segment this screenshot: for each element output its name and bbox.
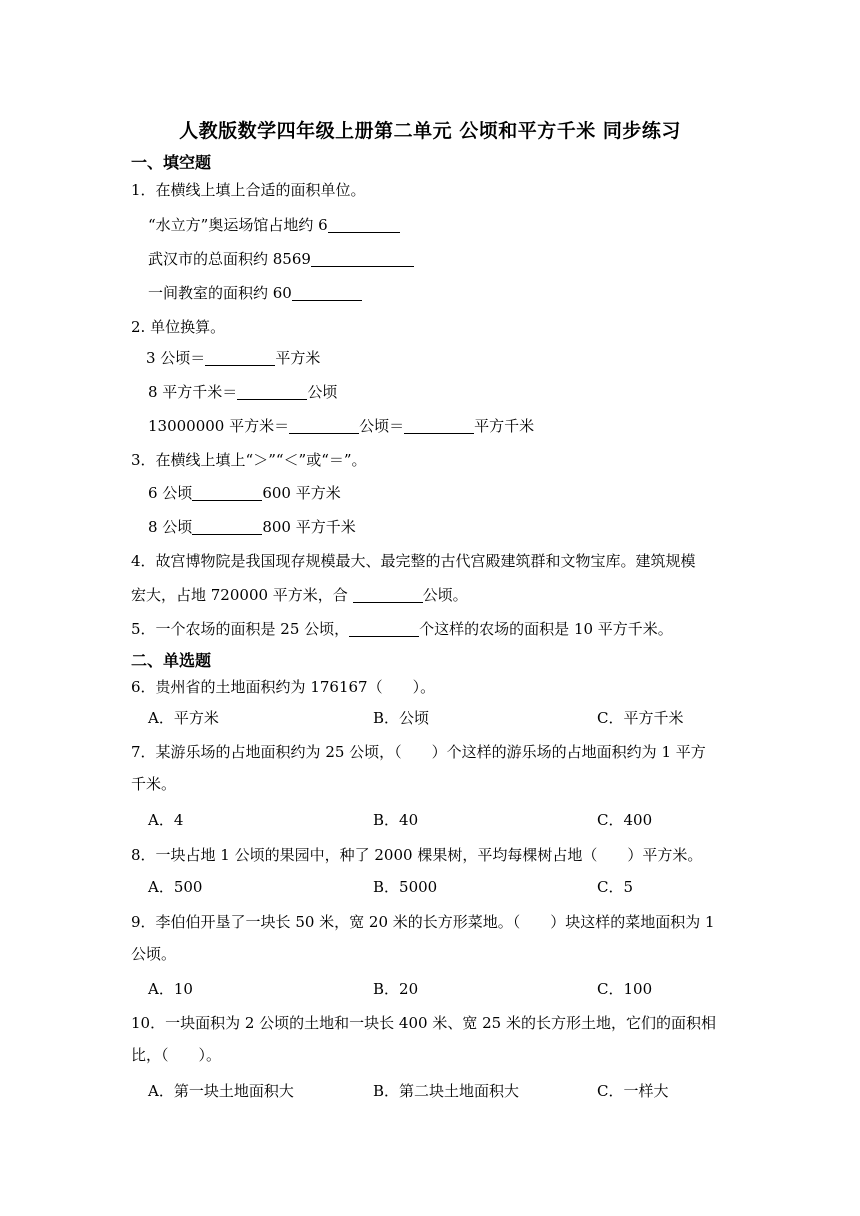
unit-label: 公顷。 bbox=[422, 586, 468, 604]
question-3-stem: 3．在横线上填上“＞”“＜”或“＝”。 bbox=[131, 451, 367, 469]
question-1-item-b-text: 武汉市的总面积约 8569 bbox=[148, 250, 311, 268]
question-4-line-2 bbox=[131, 585, 468, 605]
question-1-item-b bbox=[148, 249, 414, 269]
answer-blank[interactable] bbox=[328, 217, 400, 233]
question-10-line-1: 10．一块面积为 2 公顷的土地和一块长 400 米、宽 25 米的长方形土地，它们的面积相 bbox=[131, 1014, 716, 1032]
question-9-line-1: 9．李伯伯开垦了一块长 50 米，宽 20 米的长方形菜地。（ ）块这样的菜地面积为 1 bbox=[131, 913, 715, 931]
question-8-option-a[interactable]: A．500 bbox=[148, 878, 203, 896]
question-10-line-2: 比，（ ）。 bbox=[131, 1046, 222, 1064]
question-8-stem: 8．一块占地 1 公顷的果园中，种了 2000 棵果树，平均每棵树占地（ ）平方米。 bbox=[131, 846, 703, 864]
question-6-option-b[interactable]: B．公顷 bbox=[373, 709, 430, 727]
question-3-item-b-text: 8 公顷 bbox=[148, 518, 193, 536]
question-10-option-b[interactable]: B．第二块土地面积大 bbox=[373, 1082, 520, 1100]
question-8-option-b[interactable]: B．5000 bbox=[373, 878, 438, 896]
answer-blank[interactable] bbox=[349, 621, 419, 637]
section-heading-choice: 二、单选题 bbox=[131, 651, 212, 670]
unit-label: 公顷 bbox=[307, 383, 338, 401]
unit-label: 600 平方米 bbox=[262, 484, 341, 502]
question-2-stem: 2. 单位换算。 bbox=[131, 318, 226, 336]
question-2-item-b-text: 8 平方千米＝ bbox=[148, 383, 238, 401]
question-1-item-a-text: “水立方”奥运场馆占地约 6 bbox=[148, 216, 328, 234]
section-heading-fill: 一、填空题 bbox=[131, 153, 212, 172]
question-7-line-2: 千米。 bbox=[131, 775, 177, 793]
question-2-item-a-text: 3 公顷＝ bbox=[146, 349, 206, 367]
question-9-option-a[interactable]: A．10 bbox=[148, 980, 193, 998]
answer-blank[interactable] bbox=[292, 285, 362, 301]
page-title: 人教版数学四年级上册第二单元 公顷和平方千米 同步练习 bbox=[179, 120, 681, 142]
question-2-item-a bbox=[146, 348, 320, 368]
question-5-text-end: 个这样的农场的面积是 10 平方千米。 bbox=[419, 620, 673, 638]
unit-label: 800 平方千米 bbox=[262, 518, 356, 536]
question-10-option-a[interactable]: A．第一块土地面积大 bbox=[148, 1082, 294, 1100]
question-9-option-c[interactable]: C．100 bbox=[597, 980, 653, 998]
question-6-stem: 6．贵州省的土地面积约为 176167（ ）。 bbox=[131, 678, 436, 696]
question-7-option-c[interactable]: C．400 bbox=[597, 811, 653, 829]
unit-label: 平方米 bbox=[275, 349, 321, 367]
question-2-item-c-text: 13000000 平方米＝ bbox=[148, 417, 290, 435]
question-3-item-a-text: 6 公顷 bbox=[148, 484, 193, 502]
question-8-option-c[interactable]: C．5 bbox=[597, 878, 634, 896]
answer-blank[interactable] bbox=[353, 587, 423, 603]
question-1-item-a bbox=[148, 215, 400, 235]
question-3-item-a bbox=[148, 483, 341, 503]
question-2-item-b bbox=[148, 382, 337, 402]
question-9-line-2: 公顷。 bbox=[131, 945, 177, 963]
question-4-line-1: 4．故宫博物院是我国现存规模最大、最完整的古代宫殿建筑群和文物宝库。建筑规模 bbox=[131, 552, 696, 570]
question-1-item-c bbox=[148, 283, 362, 303]
answer-blank[interactable] bbox=[192, 485, 262, 501]
question-6-option-c[interactable]: C．平方千米 bbox=[597, 709, 684, 727]
unit-label: 公顷＝ bbox=[359, 417, 405, 435]
question-6-option-a[interactable]: A．平方米 bbox=[148, 709, 219, 727]
answer-blank[interactable] bbox=[237, 384, 307, 400]
question-7-line-1: 7．某游乐场的占地面积约为 25 公顷，（ ）个这样的游乐场的占地面积约为 1 平方 bbox=[131, 743, 706, 761]
answer-blank[interactable] bbox=[289, 418, 359, 434]
question-2-item-c bbox=[148, 416, 534, 436]
answer-blank[interactable] bbox=[205, 350, 275, 366]
question-7-option-a[interactable]: A．4 bbox=[148, 811, 184, 829]
question-5 bbox=[131, 619, 673, 639]
question-3-item-b bbox=[148, 517, 356, 537]
question-1-stem: 1．在横线上填上合适的面积单位。 bbox=[131, 181, 366, 199]
question-4-text: 宏大，占地 720000 平方米，合 bbox=[131, 586, 353, 604]
question-7-option-b[interactable]: B．40 bbox=[373, 811, 419, 829]
answer-blank[interactable] bbox=[404, 418, 474, 434]
question-9-option-b[interactable]: B．20 bbox=[373, 980, 419, 998]
unit-label: 平方千米 bbox=[474, 417, 535, 435]
question-5-text: 5．一个农场的面积是 25 公顷， bbox=[131, 620, 350, 638]
question-10-option-c[interactable]: C．一样大 bbox=[597, 1082, 669, 1100]
question-1-item-c-text: 一间教室的面积约 60 bbox=[148, 284, 292, 302]
answer-blank[interactable] bbox=[192, 519, 262, 535]
answer-blank[interactable] bbox=[311, 251, 414, 267]
